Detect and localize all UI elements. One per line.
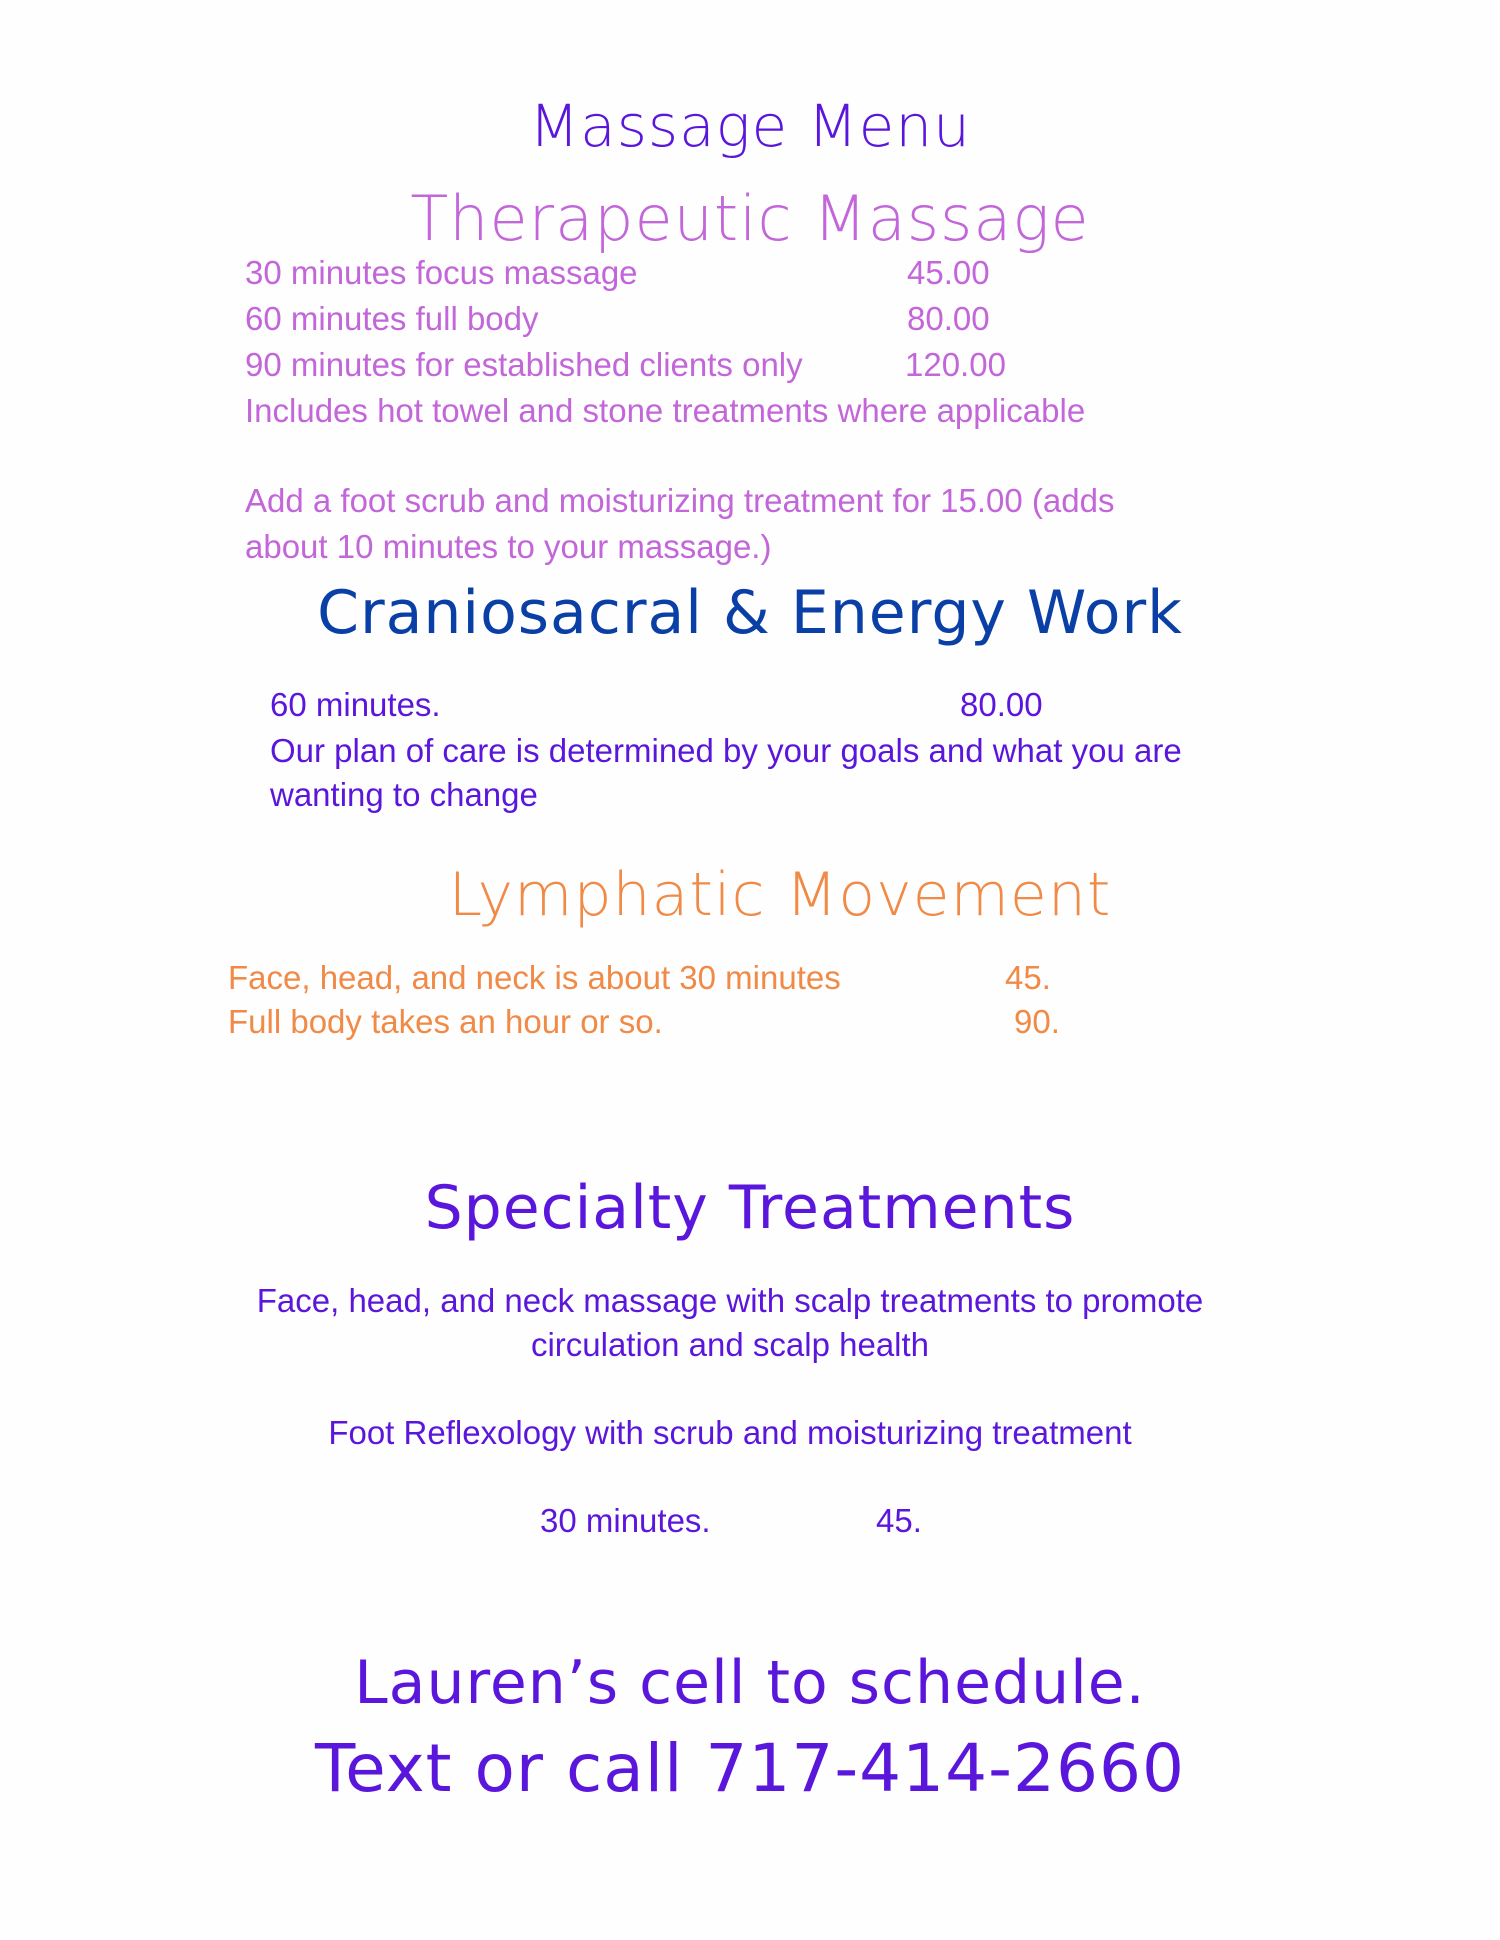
specialty-desc-line1: Face, head, and neck massage with scalp treatments to promote — [256, 1282, 1204, 1319]
specialty-foot-reflexology: Foot Reflexology with scrub and moisturizing treatment — [328, 1414, 1132, 1451]
lymphatic-heading: Lymphatic Movement — [448, 860, 1112, 930]
lymphatic-item-price: 90. — [1014, 1003, 1060, 1040]
specialty-heading: Specialty Treatments — [424, 1173, 1076, 1243]
therapeutic-item-label: 60 minutes full body — [245, 300, 539, 337]
therapeutic-item-price: 120.00 — [905, 346, 1006, 383]
therapeutic-addon-line1: Add a foot scrub and moisturizing treatment for 15.00 (adds — [245, 482, 1115, 519]
therapeutic-item-label: 90 minutes for established clients only — [245, 346, 803, 383]
lymphatic-item-price: 45. — [1005, 959, 1051, 996]
therapeutic-heading: Therapeutic Massage — [410, 182, 1090, 255]
specialty-price: 45. — [876, 1502, 922, 1539]
craniosacral-heading: Craniosacral & Energy Work — [317, 578, 1183, 648]
contact-schedule-line: Lauren’s cell to schedule. — [354, 1648, 1146, 1718]
therapeutic-note: Includes hot towel and stone treatments where applicable — [245, 392, 1086, 429]
specialty-desc-line2: circulation and scalp health — [530, 1326, 930, 1363]
lymphatic-item-label: Face, head, and neck is about 30 minutes — [228, 959, 841, 996]
contact-phone-line: Text or call 717-414-2660 — [315, 1730, 1185, 1807]
page-title: Massage Menu — [529, 92, 971, 160]
specialty-duration: 30 minutes. — [540, 1502, 711, 1539]
therapeutic-item-price: 80.00 — [907, 300, 990, 337]
lymphatic-item-label: Full body takes an hour or so. — [228, 1003, 663, 1040]
craniosacral-desc-line2: wanting to change — [270, 776, 538, 813]
therapeutic-addon-line2: about 10 minutes to your massage.) — [245, 528, 772, 565]
therapeutic-item-price: 45.00 — [907, 254, 990, 291]
therapeutic-item-label: 30 minutes focus massage — [245, 254, 638, 291]
craniosacral-item-price: 80.00 — [960, 686, 1043, 723]
craniosacral-desc-line1: Our plan of care is determined by your goals and what you are — [270, 732, 1182, 769]
craniosacral-item-label: 60 minutes. — [270, 686, 441, 723]
